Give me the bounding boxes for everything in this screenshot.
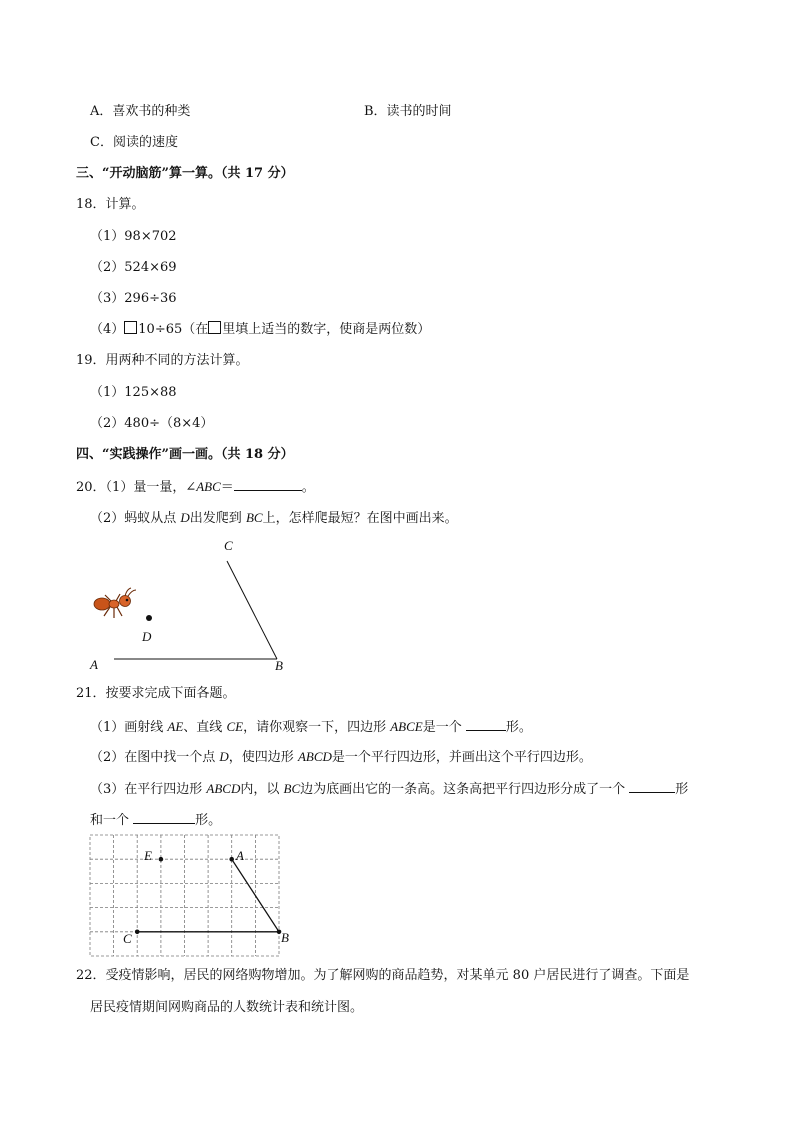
point-c xyxy=(135,930,140,935)
q21-part1-text-c: 、直线 xyxy=(183,720,227,735)
equals-sign: ＝ xyxy=(220,480,234,495)
point-a xyxy=(229,857,234,862)
q18-part2: （2）524×69 xyxy=(90,260,177,275)
quad-abcd-label: ABCD xyxy=(206,781,241,796)
q19-part2: （2）480÷（8×4） xyxy=(90,416,214,431)
dashed-grid xyxy=(90,835,279,956)
q22-line1: 22．受疫情影响，居民的网络购物增加。为了解网购的商品趋势，对某单元 80 户居民进行了调查。下面是 xyxy=(76,968,690,983)
q18-part4 xyxy=(90,321,430,339)
q21-part1-text-g: 是一个 xyxy=(422,720,466,735)
point-d xyxy=(146,615,152,621)
q21-part2-text-e: 是一个平行四边形，并画出这个平行四边形。 xyxy=(331,750,592,765)
answer-blank[interactable] xyxy=(629,779,675,793)
quad-abce-label: ABCE xyxy=(390,719,423,734)
q21-part3-text-a: （3）在平行四边形 xyxy=(90,782,207,797)
q18-part4-rest: 10÷65（在 xyxy=(138,322,209,337)
ant-icon xyxy=(94,588,136,618)
q21-part3-text-g: 和一个 xyxy=(90,813,134,828)
q21-part3-cont xyxy=(90,810,221,830)
q21-part1-text-e: ，请你观察一下，四边形 xyxy=(243,720,391,735)
q21-part2 xyxy=(90,748,592,767)
line-ce-label: CE xyxy=(226,719,244,734)
q19-stem: 19．用两种不同的方法计算。 xyxy=(76,353,249,368)
option-b: B．读书的时间 xyxy=(364,104,452,119)
q21-stem: 21．按要求完成下面各题。 xyxy=(76,686,236,701)
ray-ae-label: AE xyxy=(167,719,184,734)
point-d-label: D xyxy=(180,510,190,525)
q21-part3 xyxy=(90,779,688,799)
q21-grid-figure xyxy=(88,834,310,960)
q20-part2-text-c: 出发爬到 xyxy=(189,511,246,526)
q21-part2-text-c: ，使四边形 xyxy=(228,750,298,765)
q18-stem: 18．计算。 xyxy=(76,197,145,212)
label-b: B xyxy=(281,930,289,945)
angle-label: ABC xyxy=(196,479,221,494)
q22-line2: 居民疫情期间网购商品的人数统计表和统计图。 xyxy=(90,1000,364,1015)
q21-part3-text-e: 边为底画出它的一条高。这条高把平行四边形分成了一个 xyxy=(300,782,630,797)
q21-part3-text-h: 形。 xyxy=(195,813,222,828)
section-3-title: 三、“开动脑筋”算一算。（共 17 分） xyxy=(76,166,294,181)
section-4-title: 四、“实践操作”画一画。（共 18 分） xyxy=(76,447,294,462)
q18-part1: （1）98×702 xyxy=(90,229,177,244)
period: 。 xyxy=(301,480,315,495)
q19-part1: （1）125×88 xyxy=(90,385,177,400)
label-a: A xyxy=(90,657,98,672)
segment-bc-label: BC xyxy=(245,510,263,525)
option-c: C．阅读的速度 xyxy=(90,135,178,150)
q18-part4-rest2: 里填上适当的数字，使商是两位数） xyxy=(222,322,431,337)
answer-blank[interactable] xyxy=(234,477,302,491)
quad-abcd-label: ABCD xyxy=(297,749,332,764)
q21-part1-text-a: （1）画射线 xyxy=(90,720,168,735)
q21-part2-text-a: （2）在图中找一个点 xyxy=(90,750,220,765)
point-d-label: D xyxy=(219,749,229,764)
q21-part3-text-c: 内，以 xyxy=(240,782,284,797)
point-e xyxy=(159,857,164,862)
blank-box-icon xyxy=(208,321,221,334)
q18-part3: （3）296÷36 xyxy=(90,291,177,306)
ray-bc xyxy=(227,561,277,659)
q20-part1-text: 20．（1）量一量，∠ xyxy=(76,480,197,495)
side-bc-label: BC xyxy=(283,781,301,796)
label-c: C xyxy=(224,538,233,553)
q21-part1 xyxy=(90,717,532,737)
q21-part1-text-h: 形。 xyxy=(505,720,532,735)
q20-part2 xyxy=(90,509,458,528)
q20-part2-text-e: 上，怎样爬最短？在图中画出来。 xyxy=(262,511,458,526)
q18-part4-prefix: （4） xyxy=(90,322,125,337)
q21-part3-text-f: 形 xyxy=(675,782,689,797)
option-a: A．喜欢书的种类 xyxy=(90,104,191,119)
label-d: D xyxy=(142,629,152,644)
q20-figure xyxy=(80,530,310,675)
answer-blank[interactable] xyxy=(466,717,506,731)
answer-blank[interactable] xyxy=(133,810,195,824)
q20-part1 xyxy=(76,477,315,497)
label-a: A xyxy=(236,848,244,863)
label-b: B xyxy=(275,658,283,673)
blank-box-icon xyxy=(124,321,137,334)
label-c: C xyxy=(123,931,132,946)
q20-part2-text-a: （2）蚂蚁从点 xyxy=(90,511,181,526)
label-e: E xyxy=(144,848,152,863)
